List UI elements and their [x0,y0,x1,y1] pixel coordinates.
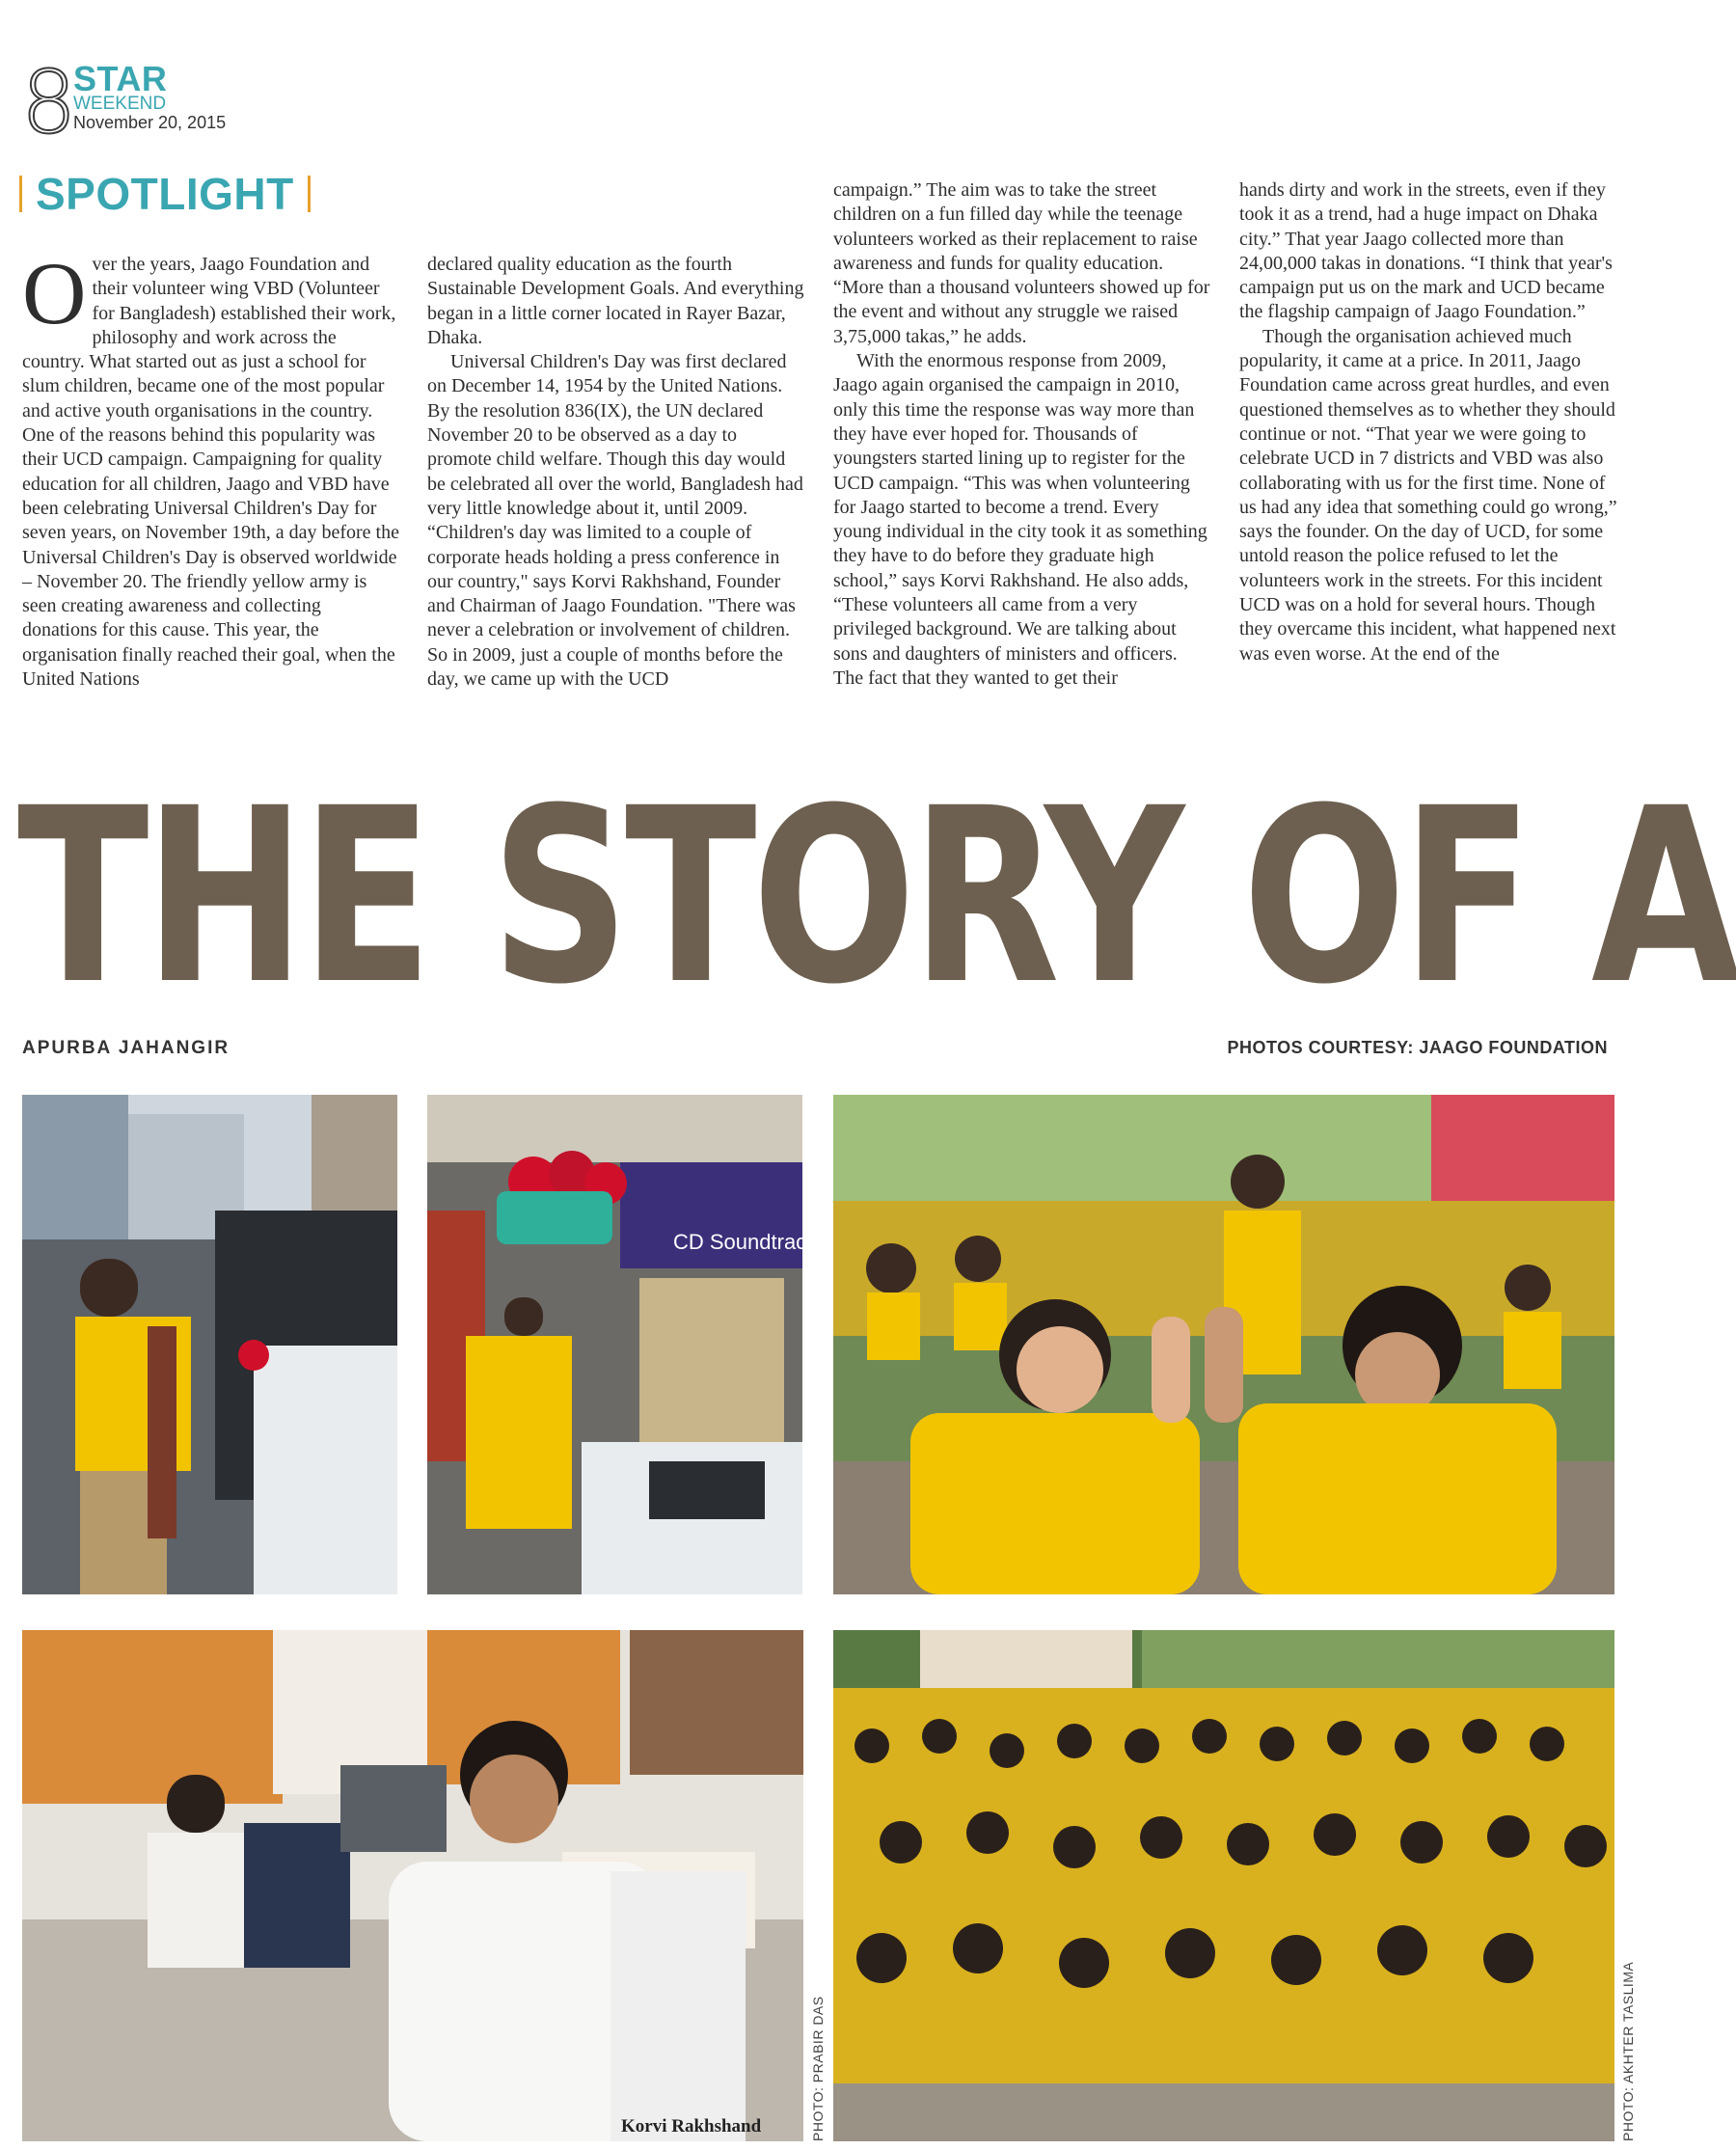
paragraph: Universal Children's Day was first declared on December 14, 1954 by the United Nations. By the resolution 836(IX), the UN declared November 20 to be observed as a day to promote child welfare. Though this day would be celebrated all over the world, Bangladesh had very little knowledge about it, until 2009. “Children's day was limited to a couple of corporate heads holding a press conference in our country," says Korvi Rakhshand, Founder and Chairman of Jaago Foundation. "There was never a celebration or involvement of children. So in 2009, just a couple of months before the day, we came up with the UCD [427,351,803,691]
photo-korvi-office [22,1630,803,2141]
photo-caption: Korvi Rakhshand [621,2116,762,2136]
article-column-3 [833,178,1211,691]
brand-star: STAR [73,59,168,98]
photo-credit: PHOTO: AKHTER TASLIMA [1620,1961,1636,2141]
photo-credit: PHOTO: PRABIR DAS [810,1996,826,2141]
paragraph: Though the organisation achieved much popularity, it came at a price. In 2011, Jaago Foundation came across great hurdles, and even questioned themselves as to whether they should continue or not. “That year we were going to celebrate UCD in 7 districts and VBD was also collaborating with us for the first time. None of us had any idea that something could go wrong,” says the founder. On the day of UCD, for some untold reason the police refused to let the volunteers work in the streets. For this incident UCD was on a hold for several hours. Though they overcame this incident, what happened next was even worse. At the end of the [1239,325,1617,665]
photo-volunteer-car [22,1095,397,1594]
section-bar-right [308,176,311,212]
photo-korvi-office-image [22,1630,803,2141]
paragraph: campaign.” The aim was to take the street children on a fun filled day while the teenage volunteers worked as their replacement to raise awareness and funds for quality education. “More than a thousand volunteers showed up for the event and without any struggle we raised 3,75,000 takas,” he adds. [833,179,1210,347]
paragraph: With the enormous response from 2009, Jaago again organised the campaign in 2010, only this time the response was way more than they have ever hoped for. Thousands of youngsters started lining up to register for the UCD campaign. “This was when volunteering for Jaago started to become a trend. Every young individual in the city took it as something they have to do before they graduate high school,” says Korvi Rakhshand. He also adds, “These volunteers all came from a very privileged background. We are talking about sons and daughters of ministers and officers. The fact that they wanted to get their [833,350,1207,689]
photo-high-five [833,1095,1614,1594]
photo-flower-basket [427,1095,818,1594]
page-number: 8 [21,52,75,153]
section-label [19,169,311,219]
issue-date: November 20, 2015 [73,113,227,132]
paragraph: ver the years, Jaago Foundation and their volunteer wing VBD (Volunteer for Bangladesh) established their work, philosophy and work across the country. What started out as just a school for slum children, became one of the most popular and active youth organisations in the country. One of the reasons behind this popularity was their UCD campaign. Campaigning for quality education for all children, Jaago and VBD have been celebrating Universal Children's Day for seven years, on November 19th, a day before the Universal Children's Day is observed worldwide – November 20. The friendly yellow army is seen creating awareness and collecting donations for this cause. This year, the organisation finally reached their goal, when the United Nations [22,254,399,691]
shop-sign: CD Soundtrack [673,1230,818,1254]
paragraph: hands dirty and work in the streets, even if they took it as a trend, had a huge impact on Dhaka city.” That year Jaago collected more than 24,00,000 takas in donations. “I think that year's campaign put us on the mark and UCD became the flagship campaign of Jaago Foundation.” [1239,179,1613,323]
paragraph: declared quality education as the fourth Sustainable Development Goals. And everything began in a little corner located in Rayer Bazar, Dhaka. [427,254,804,348]
article-column-4 [1239,178,1617,667]
headline: THE STORY OF A [17,756,1736,1037]
article-column-2 [427,253,805,692]
photos-courtesy: PHOTOS COURTESY: JAAGO FOUNDATION [1227,1038,1608,1057]
brand-weekend: WEEKEND [73,94,167,114]
article-column-1 [22,244,400,692]
photo-volunteer-crowd-image [833,1630,1614,2141]
drop-cap: O [22,244,87,342]
photo-volunteer-car-image [22,1095,397,1594]
section-title: SPOTLIGHT [36,169,294,219]
photo-flower-basket-image [427,1095,818,1594]
photo-high-five-image [833,1095,1614,1594]
photo-volunteer-crowd [833,1630,1614,2141]
byline: APURBA JAHANGIR [22,1038,231,1058]
